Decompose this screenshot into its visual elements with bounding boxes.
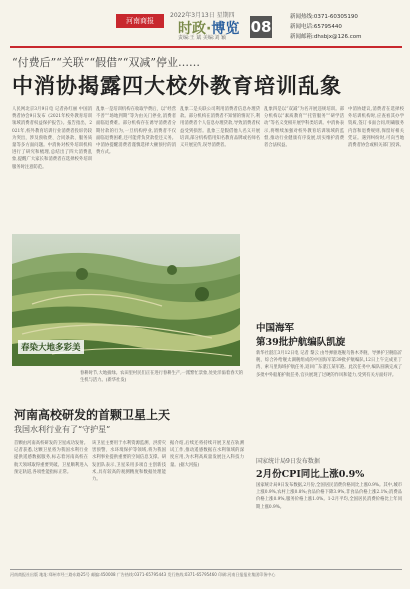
satellite-story-subtitle: 我国水利行业有了“守护星”: [14, 425, 111, 434]
editors-credit: 责编:王 斌 美编:刘 颖: [178, 35, 227, 41]
navy-story-title-1: 中国海军: [256, 323, 295, 334]
section-title-sep: ·: [206, 21, 212, 37]
newspaper-logo: 河南商报: [116, 14, 164, 28]
lead-body-col-2: 乱象一是培训机构在收取学费后，以“经营不善”“场地到期”等为由关门停业,消费者面临退费难。部分机构存在诱导消费者分期付款的行为,一旦机构停业,消费者不仅面临退费困难,还可能背负贷款偿还义务。中消协提醒消费者谨慎选择大额预付的消费方式。: [96, 107, 176, 156]
hotline-line-3: 新闻邮箱:dhsbjx@126.com: [290, 34, 362, 40]
hotline-info: [290, 12, 361, 42]
section-title-a: 时政: [178, 21, 206, 37]
lead-body-col-4: 乱象四是以“双减”为名开展违规培训。部分机构以“素质教育”“托管服务”“研学活动”等名义变相开展学科类培训。中消协表示,将继续加强对校外教育培训领域的监督,推动行业健康有序发展,切实维护消费者合法权益。: [264, 107, 344, 149]
navy-story-title-2: 第39批护航编队凯旋: [256, 337, 346, 348]
lead-headline: 中消协揭露四大校外教育培训乱象: [12, 73, 342, 98]
cpi-story-kicker: 国家统计局9日发布数据: [256, 458, 320, 465]
section-title-b: 博览: [211, 21, 240, 37]
hotline-line-1: 新闻热线:0371-60305190: [290, 14, 358, 20]
navy-story-body: 新华社湛江3月12日电 记者 黎云 由导弹驱逐舰乌鲁木齐舰、导弹护卫舰临沂舰、综合补给舰太湖舰组成的中国海军第39批护航编队,12日上午完成亚丁湾、索马里海域护航任务,返回广东湛江某军港。此次任务中,编队圆满完成了多批中外船舶护航任务,官兵展现了过硬的作风和能力,受到有关方面好评。: [256, 351, 402, 378]
cpi-story-body: 国家统计局9日发布数据,2月份,全国居民消费价格同比上涨0.9%。其中,城市上涨0.9%,农村上涨0.8%;食品价格下降3.9%,非食品价格上涨2.1%;消费品价格上涨0.9%,服务价格上涨1.0%。1-2月平均,全国居民消费价格比上年同期上涨0.9%。: [256, 483, 402, 510]
dateline: 2022年3月13日 星期四: [170, 12, 235, 19]
masthead: [0, 0, 410, 46]
footer-imprint: 河南商报社出版 地址:郑州市经三路东路25号 邮编:450008 广告热线:0371-65795443 发行热线:0371-65795460 印刷:河南日报报业集团印务中心: [10, 572, 276, 577]
hotline-line-2: 新闻电话:65795440: [290, 24, 342, 30]
footer-rule: [10, 569, 402, 570]
lead-body-col-5: 中消协建议,消费者在选择校外培训机构时,应查看其办学资质,签订书面合同,明确服务内容和退费规则,保留好相关凭证。遇到纠纷时,可向当地消费者协会或相关部门投诉。: [348, 107, 404, 149]
lead-kicker: “付费后”“关联”“假借”“双减”停业……: [12, 56, 200, 69]
satellite-story-col-3: 据介绍,后续还将持续开展卫星在轨测试工作,推动遥感数据在水利领域的深度应用,为水利高质量发展注入科技力量。(据大河报): [170, 441, 244, 468]
photo-title: 春染大地多彩美: [18, 340, 84, 354]
masthead-rule: [10, 46, 402, 48]
page-number: 08: [250, 18, 272, 36]
satellite-story-title: 河南高校研发的首颗卫星上天: [14, 408, 171, 422]
lead-body-col-1: 人民网北京3月9日电 记者孙红丽 中国消费者协会9日发布《2021年校外教育培训领域消费者权益保护报告》。报告指出，2021年,校外教育培训行业消费者投诉仍较为突出，涉及预收费、合同条款、服务质量等多方面问题。中消协对校外培训机构进行了研究和梳理,总结出了四大消费乱象,提醒广大家长和消费者在选择校外培训服务时注意防范。: [12, 107, 92, 170]
photo-caption: 春耕时节,大地披绿。农田里村民们正在进行春耕生产,一派繁忙景象,处处洋溢着春天的生机与活力。(新华社发): [80, 371, 244, 383]
lead-body-col-3: 乱象二是关联公司利用消费者信息办理贷款。部分机构在消费者不知情的情况下,利用消费者个人信息办理贷款,导致消费者权益受到损害。乱象三是假借他人名义开展培训,部分机构借用知名教育品牌或名师名义开展宣传,误导消费者。: [180, 107, 260, 149]
satellite-story-col-2: 该卫星主要用于水利资源监测、洪涝灾害预警、水环境保护等领域,将为我国水利事业提供重要的空间信息支撑。研发团队表示,卫星采用多项自主创新技术,具有较高的观测精度和数据处理能力。: [92, 441, 166, 483]
cpi-story-title: 2月份CPI同比上涨0.9%: [256, 469, 365, 480]
satellite-story-col-1: 首颗由河南高校研发的卫星成功发射。记者获悉,这颗卫星将为我国水利行业提供遥感数据服务,标志着河南高校在航天领域取得重要突破。卫星顺利进入预定轨道,各项性能指标正常。: [14, 441, 88, 475]
